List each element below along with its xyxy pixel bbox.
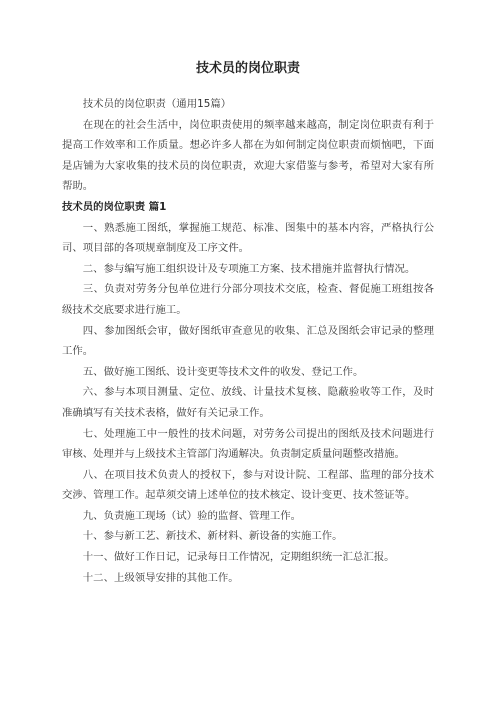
- duty-item-12: 十二、上级领导安排的其他工作。: [82, 571, 239, 584]
- duty-item-5: 五、做好施工图纸、设计变更等技术文件的收发、登记工作。: [82, 365, 364, 378]
- duty-item-7: 七、处理施工中一般性的技术问题，对劳务公司提出的图纸及技术问题进行审核、处理并与上级技术主管部门沟通解决。负责制定质量问题整改措施。: [62, 427, 434, 461]
- duty-item-10: 十、参与新工艺、新技术、新材料、新设备的实施工作。: [82, 530, 343, 543]
- duty-item-4: 四、参加图纸会审，做好图纸审查意见的收集、汇总及图纸会审记录的整理工作。: [62, 324, 434, 358]
- duty-item-11: 十一、做好工作日记，记录每日工作情况，定期组织统一汇总汇报。: [82, 551, 395, 564]
- document-title: 技术员的岗位职责: [195, 61, 300, 76]
- document-subtitle: 技术员的岗位职责（通用15篇）: [82, 98, 232, 110]
- intro-paragraph: 在现在的社会生活中，岗位职责使用的频率越来越高，制定岗位职责有利于提高工作效率和工作质量。想必许多人都在为如何制定岗位职责而烦恼吧，下面是店铺为大家收集的技术员的岗位职责，欢迎大家借鉴与参考，希望对大家有所帮助。: [62, 118, 434, 193]
- duty-item-2: 二、参与编写施工组织设计及专项施工方案、技术措施并监督执行情况。: [82, 262, 416, 275]
- duty-item-3: 三、负责对劳务分包单位进行分部分项技术交底，检查、督促施工班组按各级技术交底要求进行施工。: [62, 283, 434, 316]
- duty-item-9: 九、负责施工现场（试）验的监督、管理工作。: [82, 509, 301, 522]
- duty-item-8: 八、在项目技术负责人的授权下，参与对设计院、工程部、监理的部分技术交涉、管理工作。起草须交请上述单位的技术核定、设计变更、技术签证等。: [62, 468, 434, 502]
- section-heading: 技术员的岗位职责 篇1: [62, 200, 167, 213]
- duty-item-6: 六、参与本项目测量、定位、放线、计量技术复核、隐蔽验收等工作，及时准确填写有关技术表格，做好有关记录工作。: [62, 386, 434, 419]
- duty-item-1: 一、熟悉施工图纸，掌握施工规范、标准、图集中的基本内容，严格执行公司、项目部的各项规章制度及工序文件。: [62, 221, 434, 255]
